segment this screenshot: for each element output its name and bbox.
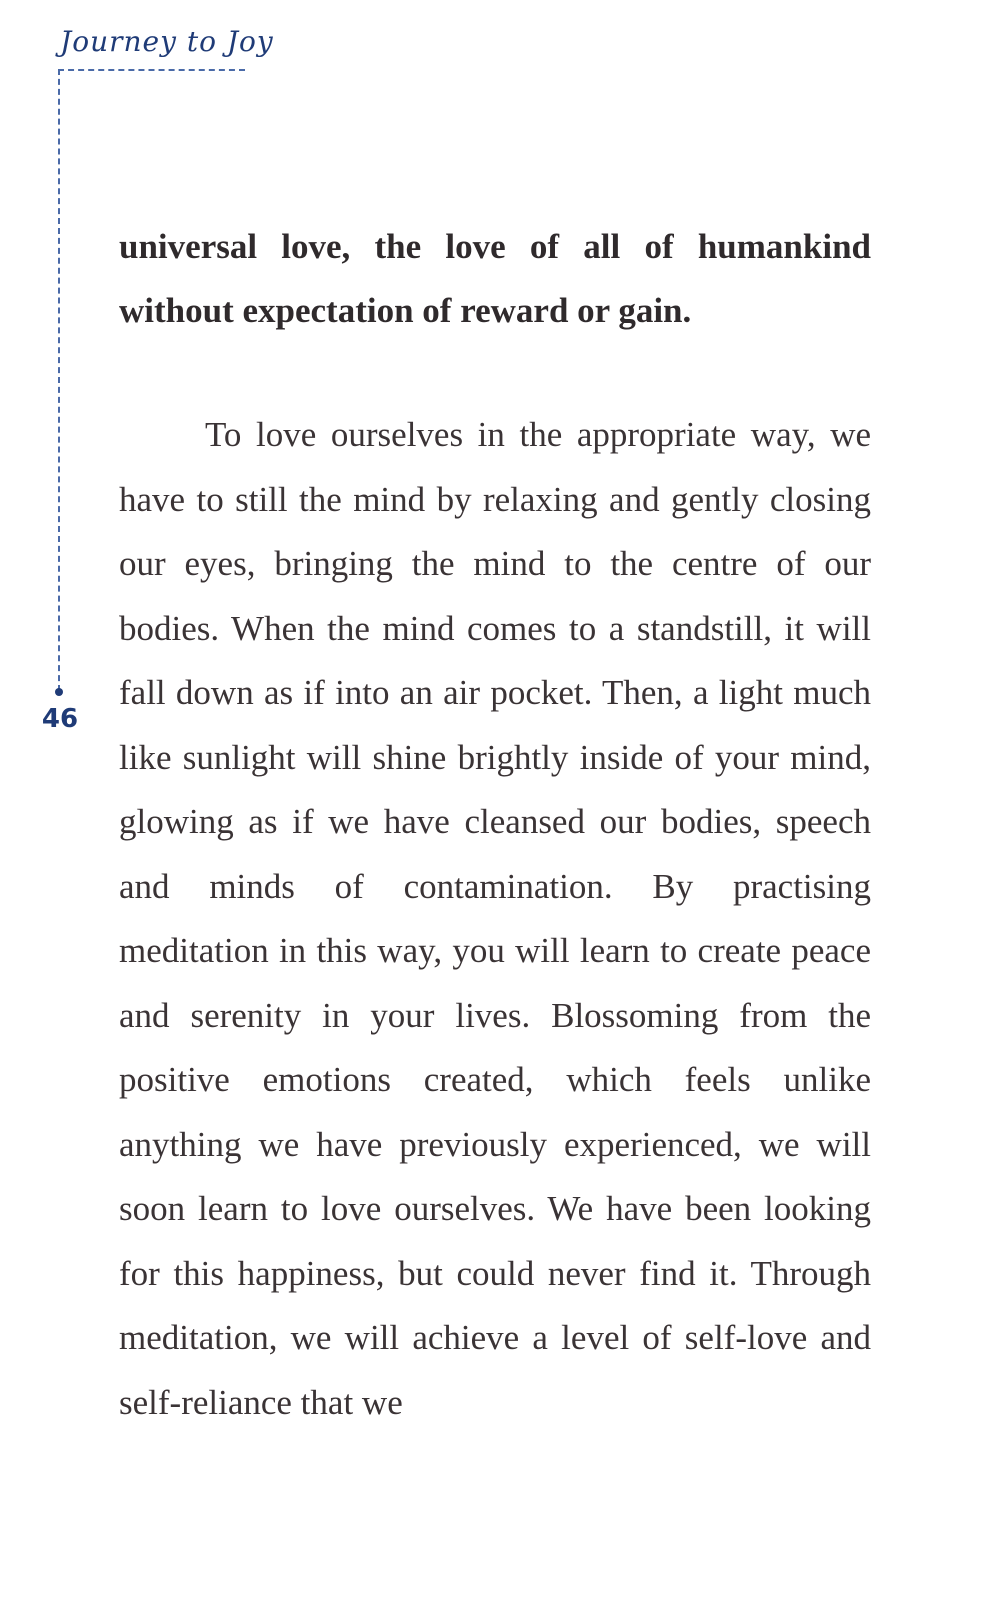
page-content — [119, 215, 871, 1435]
page-marker-dot — [55, 688, 63, 696]
bold-paragraph: universal love, the love of all of humankind without expectation of reward or gain. — [119, 227, 871, 330]
body-paragraph: To love ourselves in the appropriate way, we have to still the mind by relaxing and gently closing our eyes, bringing the mind to the centre of our bodies. When the mind comes to a standstill, it will fall down as if into an air pocket. Then, a light much like sunlight will shine brightly inside of your mind, glowing as if we have cleansed our bodies, speech and minds of contamination. By practising meditation in this way, you will learn to create peace and serenity in your lives. Blossoming from the positive emotions created, which feels unlike anything we have previously experienced, we will soon learn to love ourselves. We have been looking for this happiness, but could never find it. Through meditation, we will achieve a level of self-love and self-reliance that we — [119, 415, 871, 1422]
header-dashed-rule — [58, 69, 245, 71]
margin-dashed-rule — [58, 69, 60, 691]
book-title: Journey to Joy — [60, 25, 274, 58]
page-number: 46 — [41, 704, 79, 734]
